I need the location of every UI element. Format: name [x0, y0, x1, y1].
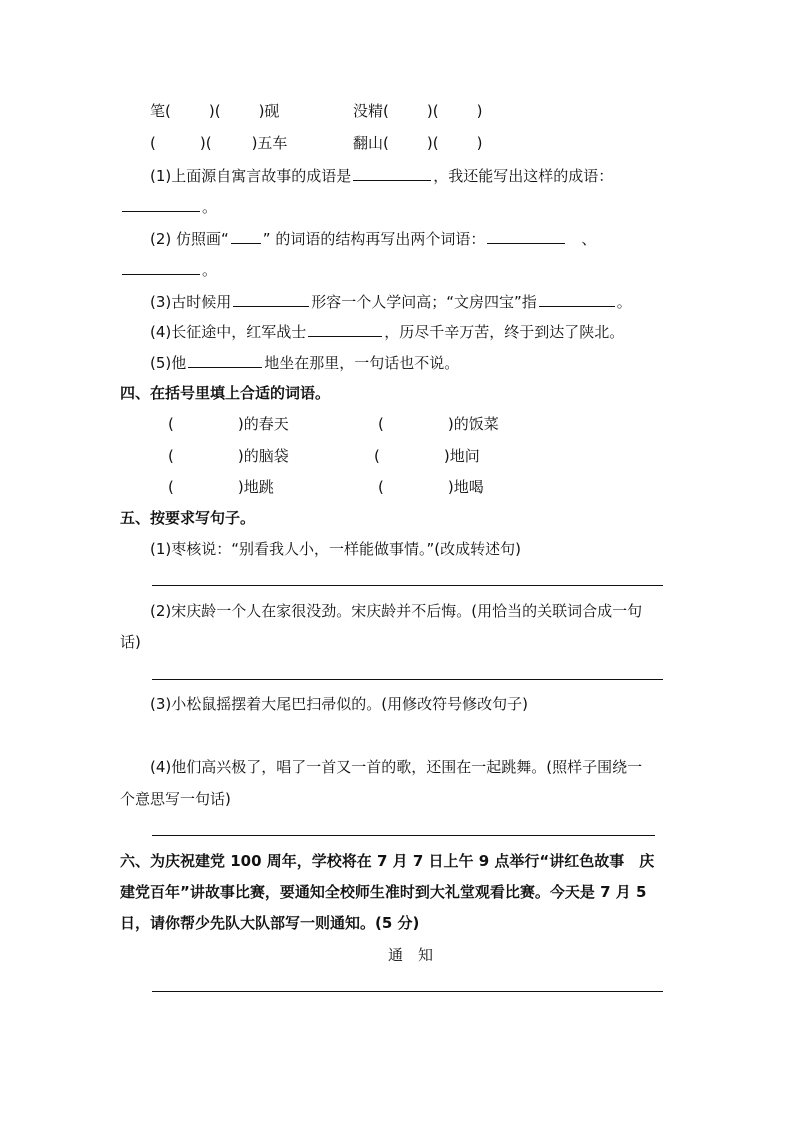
s4-item-1-left — [168, 414, 289, 434]
s4-text: )地喝 — [447, 478, 484, 496]
answer-blank[interactable] — [487, 228, 565, 244]
answer-line-2[interactable] — [152, 679, 663, 680]
q3-text-mid: 形容一个人学问高；“文房四宝”指 — [311, 293, 537, 311]
section-6-line-2: 建党百年”讲故事比赛，要通知全校师生准时到大礼堂观看比赛。今天是 7 月 5 — [120, 883, 647, 901]
idiom-row-2 — [150, 133, 287, 153]
idiom-2b-pre: 翻山( — [353, 134, 389, 152]
q2-text-mid: ” 的词语的结构再写出两个词语： — [262, 230, 486, 248]
s4-item-1-right — [378, 414, 499, 434]
idiom-2a-mid: )( — [199, 134, 212, 152]
q2-text: (2) 仿照画“ — [150, 230, 229, 248]
s5-question-1: (1)枣核说：“别看我人小，一样能做事情。”(改成转述句) — [150, 540, 521, 558]
answer-blank[interactable] — [233, 291, 309, 307]
open-paren: ( — [168, 415, 174, 433]
question-3-1 — [150, 165, 613, 186]
q1-text-post: ，我还能写出这样的成语： — [433, 167, 614, 185]
s4-item-3-right — [378, 477, 484, 497]
section-4-title: 四、在括号里填上合适的词语。 — [120, 384, 331, 402]
s4-text: )地问 — [443, 447, 480, 465]
s4-item-2-left — [168, 446, 289, 466]
open-paren: ( — [374, 447, 380, 465]
q5-text: (5)他 — [150, 354, 187, 372]
idiom-row-1 — [150, 101, 279, 121]
s4-text: )的脑袋 — [237, 447, 289, 465]
question-3-3 — [150, 291, 632, 312]
s5-question-3: (3)小松鼠摇摆着大尾巴扫帚似的。(用修改符号修改句子) — [150, 695, 528, 713]
q1-end: 。 — [202, 198, 218, 216]
question-3-5 — [150, 352, 459, 373]
section-5-title: 五、按要求写句子。 — [120, 509, 256, 527]
idiom-row-1b — [353, 101, 482, 121]
s4-item-3-left — [168, 477, 274, 497]
s5-question-4-cont: 个意思写一句话) — [120, 790, 231, 808]
s4-text: )的饭菜 — [447, 415, 499, 433]
s4-item-2-right — [374, 446, 480, 466]
idiom-1a-post: )砚 — [258, 102, 280, 120]
idiom-1a-mid: )( — [208, 102, 221, 120]
s4-text: )地跳 — [237, 478, 274, 496]
answer-blank[interactable] — [122, 259, 200, 275]
q5-text-post: 地坐在那里，一句话也不说。 — [264, 354, 460, 372]
s5-question-2: (2)宋庆龄一个人在家很没劲。宋庆龄并不后悔。(用恰当的关联词合成一句 — [150, 602, 643, 620]
answer-blank[interactable] — [353, 165, 431, 181]
notice-title: 通 知 — [388, 946, 434, 964]
idiom-row-2b — [353, 133, 482, 153]
q1-text: (1)上面源自寓言故事的成语是 — [150, 167, 352, 185]
notice-answer-line[interactable] — [152, 991, 663, 992]
q2-sep: 、 — [581, 230, 597, 248]
answer-blank[interactable] — [188, 352, 262, 368]
section-6-line-1: 六、为庆祝建党 100 周年，学校将在 7 月 7 日上午 9 点举行“讲红色故事 庆 — [120, 852, 655, 870]
example-blank — [231, 228, 261, 244]
q3-text: (3)古时候用 — [150, 293, 232, 311]
idiom-2b-post: ) — [476, 134, 483, 152]
answer-blank[interactable] — [539, 291, 615, 307]
question-3-2-cont — [120, 259, 217, 280]
idiom-1b-mid: )( — [426, 102, 439, 120]
idiom-2a-post: )五车 — [251, 134, 288, 152]
open-paren: ( — [168, 478, 174, 496]
idiom-2a-pre: ( — [150, 134, 156, 152]
question-3-2 — [150, 228, 596, 249]
open-paren: ( — [378, 415, 384, 433]
q4-text-post: ，历尽千辛万苦，终于到达了陕北。 — [384, 323, 625, 341]
section-6-line-3: 日，请你帮少先队大队部写一则通知。(5 分) — [120, 914, 420, 932]
question-3-4 — [150, 321, 624, 342]
idiom-1b-post: ) — [476, 102, 483, 120]
idiom-1a-pre: 笔( — [150, 102, 171, 120]
s5-question-2-cont: 话) — [120, 633, 141, 651]
s4-text: )的春天 — [237, 415, 289, 433]
answer-line-1[interactable] — [152, 585, 663, 586]
answer-line-4[interactable] — [152, 835, 655, 836]
idiom-1b-pre: 没精( — [353, 102, 389, 120]
answer-blank[interactable] — [122, 196, 200, 212]
q4-text: (4)长征途中，红军战士 — [150, 323, 307, 341]
open-paren: ( — [378, 478, 384, 496]
q2-end: 。 — [202, 261, 218, 279]
s5-question-4: (4)他们高兴极了，唱了一首又一首的歌，还围在一起跳舞。(照样子围绕一 — [150, 758, 643, 776]
open-paren: ( — [168, 447, 174, 465]
idiom-2b-mid: )( — [426, 134, 439, 152]
question-3-1-cont — [120, 196, 217, 217]
q3-end: 。 — [616, 293, 632, 311]
answer-blank[interactable] — [308, 321, 382, 337]
